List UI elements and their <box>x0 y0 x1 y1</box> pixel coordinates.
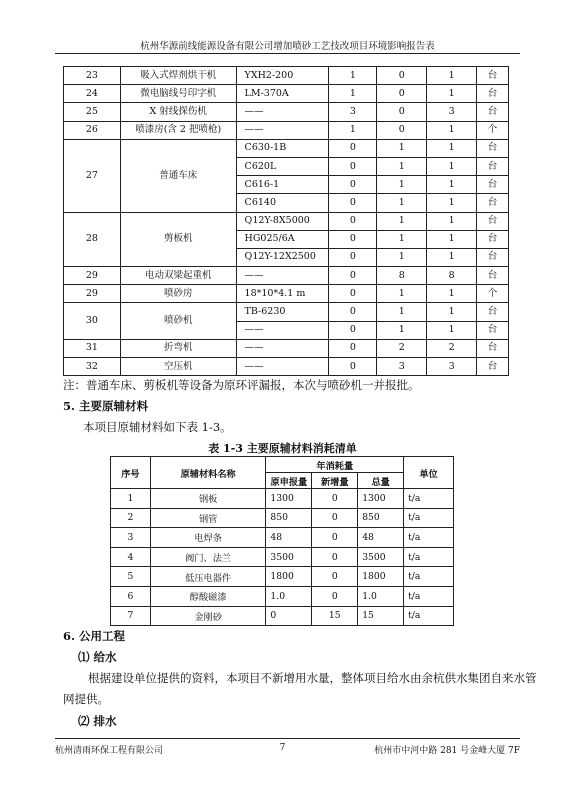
equipment-new-qty: 1 <box>377 303 427 321</box>
materials-header-orig: 原申报量 <box>266 473 312 489</box>
material-orig-qty: 1300 <box>266 489 312 509</box>
material-name: 阀门、法兰 <box>150 547 266 567</box>
page-number: 7 <box>279 743 286 753</box>
section5-heading: 5. 主要原辅材料 <box>63 399 149 413</box>
equipment-model: —— <box>236 267 329 285</box>
equipment-no: 28 <box>64 212 121 267</box>
equipment-unit: 台 <box>477 248 509 266</box>
equipment-model: C616-1 <box>236 176 329 194</box>
equipment-row <box>64 358 509 376</box>
page-header: 杭州华源前线能源设备有限公司增加喷砂工艺技改项目环境影响报告表 <box>140 41 435 52</box>
equipment-model: C620L <box>236 157 329 175</box>
material-total-qty: 3500 <box>358 547 404 567</box>
footer-company: 杭州清雨环保工程有限公司 <box>55 746 164 756</box>
equipment-model: 18*10*4.1 m <box>236 285 329 303</box>
material-unit: t/a <box>404 586 454 606</box>
equipment-name: 微电脑线号印字机 <box>120 85 236 103</box>
water-supply-text-1: 根据建设单位提供的资料，本项目不新增用水量，整体项目给水由余杭供水集团自来水管 <box>88 671 537 685</box>
materials-row <box>111 606 454 626</box>
water-supply-heading: ⑴ 给水 <box>78 650 117 664</box>
materials-table-caption: 表 1-3 主要原辅材料消耗清单 <box>208 442 357 455</box>
equipment-no: 29 <box>64 285 121 303</box>
equipment-no: 27 <box>64 139 121 212</box>
equipment-total-qty: 1 <box>427 194 477 212</box>
equipment-no: 32 <box>64 358 121 376</box>
material-name: 低压电器件 <box>150 567 266 587</box>
material-unit: t/a <box>404 489 454 509</box>
equipment-unit: 台 <box>477 267 509 285</box>
equipment-new-qty: 1 <box>377 321 427 339</box>
equipment-row <box>64 303 509 321</box>
equipment-no: 24 <box>64 85 121 103</box>
equipment-new-qty: 2 <box>377 339 427 357</box>
equipment-orig-qty: 0 <box>329 339 377 357</box>
equipment-new-qty: 1 <box>377 194 427 212</box>
material-total-qty: 1.0 <box>358 586 404 606</box>
material-no: 6 <box>111 586 151 606</box>
equipment-no: 29 <box>64 267 121 285</box>
equipment-orig-qty: 0 <box>329 321 377 339</box>
equipment-model: —— <box>236 121 329 139</box>
equipment-total-qty: 1 <box>427 67 477 85</box>
materials-row <box>111 508 454 528</box>
equipment-new-qty: 1 <box>377 139 427 157</box>
equipment-name: 普通车床 <box>120 139 236 212</box>
material-unit: t/a <box>404 508 454 528</box>
equipment-new-qty: 1 <box>377 212 427 230</box>
materials-row <box>111 586 454 606</box>
material-new-qty: 0 <box>312 586 358 606</box>
material-no: 2 <box>111 508 151 528</box>
equipment-orig-qty: 0 <box>329 267 377 285</box>
equipment-model: Q12Y-12X2500 <box>236 248 329 266</box>
equipment-orig-qty: 1 <box>329 85 377 103</box>
equipment-row <box>64 267 509 285</box>
header-rule <box>55 53 520 54</box>
materials-row <box>111 547 454 567</box>
equipment-orig-qty: 0 <box>329 303 377 321</box>
equipment-unit: 台 <box>477 303 509 321</box>
equipment-total-qty: 1 <box>427 157 477 175</box>
material-total-qty: 1800 <box>358 567 404 587</box>
materials-header-annual: 年消耗量 <box>266 457 404 473</box>
equipment-orig-qty: 0 <box>329 248 377 266</box>
equipment-model: C630-1B <box>236 139 329 157</box>
equipment-row <box>64 67 509 85</box>
material-new-qty: 0 <box>312 489 358 509</box>
equipment-orig-qty: 0 <box>329 285 377 303</box>
equipment-total-qty: 1 <box>427 85 477 103</box>
equipment-unit: 台 <box>477 103 509 121</box>
equipment-new-qty: 8 <box>377 267 427 285</box>
equipment-total-qty: 1 <box>427 248 477 266</box>
material-orig-qty: 3500 <box>266 547 312 567</box>
equipment-unit: 个 <box>477 285 509 303</box>
water-supply-text-2: 网提供。 <box>63 692 109 706</box>
material-new-qty: 0 <box>312 547 358 567</box>
material-total-qty: 48 <box>358 528 404 548</box>
equipment-total-qty: 1 <box>427 121 477 139</box>
materials-header-name: 原辅材料名称 <box>150 457 266 489</box>
equipment-orig-qty: 3 <box>329 103 377 121</box>
material-no: 3 <box>111 528 151 548</box>
material-name: 金刚砂 <box>150 606 266 626</box>
equipment-row <box>64 85 509 103</box>
drainage-heading: ⑵ 排水 <box>78 714 117 728</box>
material-total-qty: 850 <box>358 508 404 528</box>
material-no: 4 <box>111 547 151 567</box>
equipment-model: LM-370A <box>236 85 329 103</box>
material-orig-qty: 48 <box>266 528 312 548</box>
equipment-orig-qty: 1 <box>329 67 377 85</box>
equipment-unit: 台 <box>477 358 509 376</box>
material-unit: t/a <box>404 606 454 626</box>
materials-row <box>111 567 454 587</box>
equipment-model: —— <box>236 103 329 121</box>
material-orig-qty: 0 <box>266 606 312 626</box>
equipment-total-qty: 1 <box>427 303 477 321</box>
material-no: 5 <box>111 567 151 587</box>
equipment-name: 喷砂房 <box>120 285 236 303</box>
equipment-row <box>64 103 509 121</box>
material-name: 钢管 <box>150 508 266 528</box>
material-total-qty: 15 <box>358 606 404 626</box>
material-new-qty: 15 <box>312 606 358 626</box>
equipment-new-qty: 0 <box>377 67 427 85</box>
material-total-qty: 1300 <box>358 489 404 509</box>
equipment-new-qty: 1 <box>377 230 427 248</box>
equipment-total-qty: 1 <box>427 321 477 339</box>
material-unit: t/a <box>404 567 454 587</box>
materials-header-unit: 单位 <box>404 457 454 489</box>
equipment-name: 吸入式焊剂烘干机 <box>120 67 236 85</box>
equipment-name: 剪板机 <box>120 212 236 267</box>
equipment-unit: 台 <box>477 194 509 212</box>
equipment-unit: 台 <box>477 67 509 85</box>
materials-header-total: 总量 <box>358 473 404 489</box>
equipment-orig-qty: 0 <box>329 139 377 157</box>
equipment-orig-qty: 0 <box>329 194 377 212</box>
equipment-unit: 台 <box>477 85 509 103</box>
equipment-model: YXH2-200 <box>236 67 329 85</box>
equipment-row <box>64 285 509 303</box>
materials-table <box>110 456 454 626</box>
equipment-row <box>64 121 509 139</box>
equipment-row <box>64 339 509 357</box>
equipment-new-qty: 1 <box>377 157 427 175</box>
equipment-total-qty: 3 <box>427 358 477 376</box>
material-no: 1 <box>111 489 151 509</box>
equipment-unit: 台 <box>477 157 509 175</box>
material-name: 醇酸磁漆 <box>150 586 266 606</box>
equipment-unit: 台 <box>477 176 509 194</box>
equipment-row <box>64 212 509 230</box>
equipment-orig-qty: 0 <box>329 176 377 194</box>
equipment-name: 电动双梁起重机 <box>120 267 236 285</box>
material-unit: t/a <box>404 547 454 567</box>
equipment-name: 喷漆房(含 2 把喷枪) <box>120 121 236 139</box>
equipment-orig-qty: 1 <box>329 121 377 139</box>
equipment-model: —— <box>236 339 329 357</box>
equipment-orig-qty: 0 <box>329 212 377 230</box>
material-no: 7 <box>111 606 151 626</box>
equipment-new-qty: 1 <box>377 285 427 303</box>
material-orig-qty: 1.0 <box>266 586 312 606</box>
equipment-model: —— <box>236 321 329 339</box>
equipment-no: 25 <box>64 103 121 121</box>
footer-rule <box>55 738 520 739</box>
equipment-no: 30 <box>64 303 121 339</box>
equipment-model: HG025/6A <box>236 230 329 248</box>
material-name: 电焊条 <box>150 528 266 548</box>
equipment-model: Q12Y-8X5000 <box>236 212 329 230</box>
materials-header-new: 新增量 <box>312 473 358 489</box>
materials-header-no: 序号 <box>111 457 151 489</box>
material-orig-qty: 1800 <box>266 567 312 587</box>
equipment-unit: 台 <box>477 339 509 357</box>
equipment-total-qty: 1 <box>427 285 477 303</box>
equipment-name: 空压机 <box>120 358 236 376</box>
equipment-note: 注：普通车床、剪板机等设备为原环评漏报，本次与喷砂机一并报批。 <box>63 378 420 392</box>
equipment-no: 31 <box>64 339 121 357</box>
equipment-row <box>64 139 509 157</box>
equipment-total-qty: 1 <box>427 139 477 157</box>
equipment-total-qty: 1 <box>427 212 477 230</box>
equipment-unit: 台 <box>477 139 509 157</box>
equipment-name: 喷砂机 <box>120 303 236 339</box>
equipment-no: 23 <box>64 67 121 85</box>
materials-row <box>111 489 454 509</box>
equipment-unit: 台 <box>477 212 509 230</box>
equipment-total-qty: 1 <box>427 230 477 248</box>
section6-heading: 6. 公用工程 <box>63 629 126 643</box>
equipment-total-qty: 3 <box>427 103 477 121</box>
equipment-unit: 台 <box>477 230 509 248</box>
equipment-new-qty: 1 <box>377 176 427 194</box>
equipment-no: 26 <box>64 121 121 139</box>
materials-row <box>111 528 454 548</box>
equipment-name: X 射线探伤机 <box>120 103 236 121</box>
equipment-model: C6140 <box>236 194 329 212</box>
equipment-new-qty: 0 <box>377 121 427 139</box>
equipment-orig-qty: 0 <box>329 230 377 248</box>
equipment-total-qty: 8 <box>427 267 477 285</box>
material-orig-qty: 850 <box>266 508 312 528</box>
equipment-model: —— <box>236 358 329 376</box>
equipment-orig-qty: 0 <box>329 358 377 376</box>
equipment-unit: 台 <box>477 321 509 339</box>
equipment-total-qty: 2 <box>427 339 477 357</box>
material-unit: t/a <box>404 528 454 548</box>
material-new-qty: 0 <box>312 528 358 548</box>
equipment-new-qty: 0 <box>377 85 427 103</box>
equipment-new-qty: 0 <box>377 103 427 121</box>
equipment-unit: 个 <box>477 121 509 139</box>
material-new-qty: 0 <box>312 508 358 528</box>
equipment-new-qty: 3 <box>377 358 427 376</box>
material-new-qty: 0 <box>312 567 358 587</box>
equipment-table <box>63 66 509 376</box>
section5-intro: 本项目原辅材料如下表 1-3。 <box>83 420 232 434</box>
equipment-total-qty: 1 <box>427 176 477 194</box>
equipment-name: 折弯机 <box>120 339 236 357</box>
material-name: 钢板 <box>150 489 266 509</box>
footer-address: 杭州市中河中路 281 号金峰大厦 7F <box>374 746 520 756</box>
equipment-model: TB-6230 <box>236 303 329 321</box>
equipment-orig-qty: 0 <box>329 157 377 175</box>
equipment-new-qty: 1 <box>377 248 427 266</box>
